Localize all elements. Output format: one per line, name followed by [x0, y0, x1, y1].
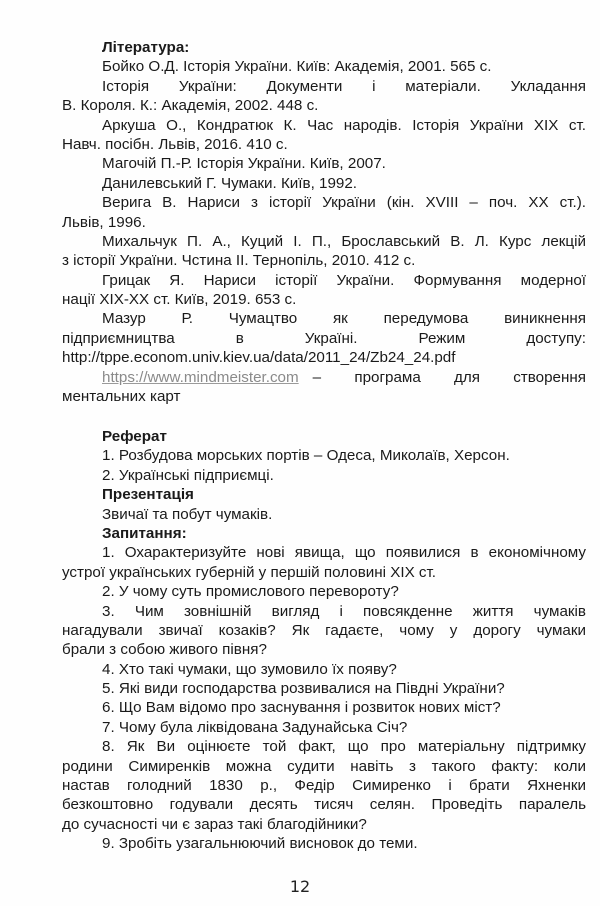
lit-entry-9-line-1: Мазур Р. Чумацтво як передумова виникнення — [102, 310, 586, 328]
lit-entry-8-line-1: Грицак Я. Нариси історії України. Формування модерної — [102, 271, 586, 289]
presentation-heading: Презентація — [102, 486, 194, 504]
lit-entry-9-url: http://tppe.econom.univ.kiev.ua/data/2011_24/Zb24_24.pdf — [62, 349, 456, 367]
lit-entry-3-line-2: Навч. посібн. Львів, 2016. 410 с. — [62, 135, 288, 153]
question-1-line-1: 1. Охарактеризуйте нові явища, що появилися в економічному — [102, 544, 586, 562]
question-8-line-2: родини Симиренків можна судити навіть з такого факту: коли — [62, 757, 586, 775]
questions-heading: Запитання: — [102, 524, 187, 542]
presentation-topic: Звичаї та побут чумаків. — [102, 505, 273, 523]
lit-entry-3-line-1: Аркуша О., Кондратюк К. Час народів. Історія України XIX ст. — [102, 116, 586, 134]
question-6: 6. Що Вам відомо про заснування і розвиток нових міст? — [102, 699, 501, 717]
question-2: 2. У чому суть промислового перевороту? — [102, 583, 399, 601]
lit-entry-4: Магочій П.-Р. Історія України. Київ, 2007. — [102, 155, 386, 173]
question-8-line-5: до сучасності чи є зараз такі благодійники? — [62, 815, 367, 833]
question-3-line-3: брали з собою живого півня? — [62, 641, 267, 659]
page-number: 12 — [289, 877, 311, 896]
question-8-line-4: безкоштовно годували десять тисяч селян. Проведіть паралель — [62, 796, 586, 814]
question-7: 7. Чому була ліквідована Задунайська Січ? — [102, 718, 408, 736]
referat-item-1: 1. Розбудова морських портів – Одеса, Миколаїв, Херсон. — [102, 447, 510, 465]
lit-entry-7-line-1: Михальчук П. А., Куций І. П., Брославський В. Л. Курс лекцій — [102, 232, 586, 250]
lit-entry-9-line-2: підприємництва в Україні. Режим доступу: — [62, 329, 586, 347]
lit-entry-1: Бойко О.Д. Історія України. Київ: Академія, 2001. 565 с. — [102, 58, 492, 76]
referat-item-2: 2. Українські підприємці. — [102, 466, 274, 484]
lit-entry-7-line-2: з історії України. Чстина II. Тернопіль, 2010. 412 с. — [62, 252, 416, 270]
mindmeister-link[interactable]: https://www.mindmeister.com — [102, 368, 299, 386]
question-8-line-3: настав голодний 1830 р., Федір Симиренко і брати Яхненки — [62, 777, 586, 795]
mindmeister-description: – програма для створення — [312, 368, 586, 386]
lit-entry-6-line-2: Львів, 1996. — [62, 213, 146, 231]
assignments-section — [62, 427, 586, 854]
question-3-line-2: нагадували звичаї козаків? Як гадаєте, чому у дорогу чумаки — [62, 621, 586, 639]
lit-entry-8-line-2: нації XIX-XX ст. Київ, 2019. 653 с. — [62, 291, 297, 309]
referat-heading: Реферат — [102, 428, 167, 445]
lit-entry-2-line-2: В. Короля. К.: Академія, 2002. 448 с. — [62, 97, 319, 115]
mindmeister-line — [62, 368, 586, 387]
lit-entry-2-line-1: Історія України: Документи і матеріали. Укладання — [102, 77, 586, 95]
question-9: 9. Зробіть узагальнюючий висновок до теми. — [102, 835, 418, 853]
question-4: 4. Хто такі чумаки, що зумовило їх появу? — [102, 660, 397, 678]
mindmeister-continuation: ментальних карт — [62, 388, 181, 406]
lit-entry-5: Данилевський Г. Чумаки. Київ, 1992. — [102, 174, 358, 192]
literature-section — [62, 38, 586, 406]
literature-heading: Література: — [102, 39, 190, 56]
question-1-line-2: устрої українських губерній у першій половині XIX ст. — [62, 563, 437, 581]
question-8-line-1: 8. Як Ви оцінюєте той факт, що про матеріальну підтримку — [102, 738, 586, 756]
question-3-line-1: 3. Чим зовнішній вигляд і повсякденне життя чумаків — [102, 602, 586, 620]
question-5: 5. Які види господарства розвивалися на Півдні України? — [102, 680, 505, 698]
lit-entry-6-line-1: Верига В. Нариси з історії України (кін. XVIII – поч. XX ст.). — [102, 194, 586, 212]
